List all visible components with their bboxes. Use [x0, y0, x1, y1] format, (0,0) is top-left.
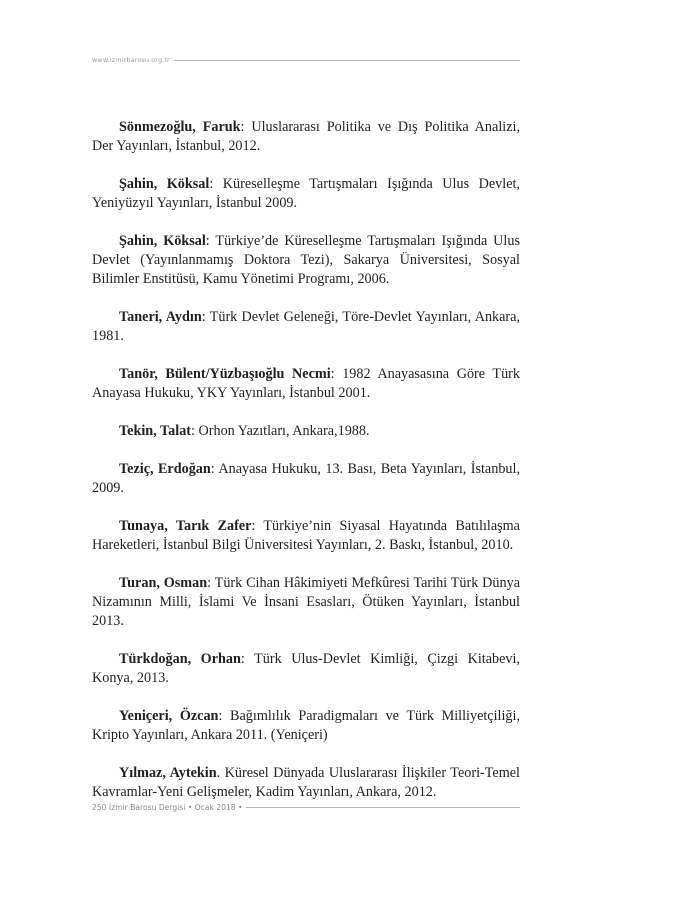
- entry-author: Şahin, Köksal: [119, 233, 206, 249]
- bibliography-entry: [92, 118, 520, 156]
- page-header: [92, 54, 520, 66]
- journal-name: İzmir Barosu Dergisi • Ocak 2018 •: [108, 802, 243, 812]
- entry-author: Tanör, Bülent/Yüzbaşıoğlu Necmi: [119, 366, 331, 383]
- entry-author: Yeniçeri, Özcan: [119, 708, 219, 725]
- bibliography-entry: [92, 365, 520, 403]
- bibliography-entry: [92, 175, 520, 213]
- entry-author: Türkdoğan, Orhan: [119, 651, 241, 668]
- bibliography-entry: [92, 308, 520, 346]
- entry-text: : Türkiye’nin Siyasal Hayatında Batılılaşma Hareketleri, İstanbul Bilgi Üniversitesi Yayınları, 2. Baskı, İstanbul, 2010.: [92, 518, 520, 554]
- footer-rule: [246, 807, 520, 808]
- entry-text: : Orhon Yazıtları, Ankara,1988.: [191, 423, 370, 440]
- entry-text: : Türkiye’de Küreselleşme Tartışmaları Işığında Ulus Devlet (Yayınlanmamış Doktora Tezi), Sakarya Üniversitesi, Sosyal Bilimler Enstitüsü, Kamu Yönetimi Programı, 2006.: [92, 233, 520, 288]
- header-url: www.izmirbarosu.org.tr: [92, 56, 170, 64]
- entry-author: Tunaya, Tarık Zafer: [119, 518, 252, 534]
- bibliography-entry: [92, 650, 520, 688]
- entry-author: Taneri, Aydın: [119, 309, 202, 326]
- page-number: 250: [92, 802, 107, 812]
- bibliography-entry: [92, 232, 520, 290]
- entry-author: Sönmezoğlu, Faruk: [119, 119, 241, 135]
- entry-text: : 1982 Anayasasına Göre Türk Anayasa Hukuku, YKY Yayınları, İstanbul 2001.: [92, 366, 520, 402]
- entry-author: Yılmaz, Aytekin: [119, 765, 217, 782]
- entry-author: Turan, Osman: [119, 575, 208, 591]
- entry-text: : Türk Ulus-Devlet Kimliği, Çizgi Kitabevi, Konya, 2013.: [92, 651, 521, 687]
- bibliography-list: [92, 118, 520, 821]
- footer-text: [92, 803, 242, 812]
- entry-text: : Türk Devlet Geleneği, Töre-Devlet Yayınları, Ankara, 1981.: [92, 309, 521, 345]
- entry-text: : Türk Cihan Hâkimiyeti Mefkûresi Tarihi Türk Dünya Nizamının Milli, İslami Ve İnsani Esasları, Ötüken Yayınları, İstanbul 2013.: [92, 575, 520, 630]
- bibliography-entry: [92, 764, 520, 802]
- page-footer: [92, 801, 520, 813]
- bibliography-entry: [92, 422, 520, 441]
- entry-text: : Küreselleşme Tartışmaları Işığında Ulus Devlet, Yeniyüzyıl Yayınları, İstanbul 2009.: [92, 176, 520, 212]
- bibliography-entry: [92, 707, 520, 745]
- entry-text: : Bağımlılık Paradigmaları ve Türk Milliyetçiliği, Kripto Yayınları, Ankara 2011. (Yeniçeri): [92, 708, 521, 744]
- entry-author: Tekin, Talat: [119, 423, 192, 440]
- bibliography-entry: [92, 517, 520, 555]
- entry-author: Şahin, Köksal: [119, 176, 210, 192]
- bibliography-entry: [92, 574, 520, 632]
- entry-text: : Uluslararası Politika ve Dış Politika Analizi, Der Yayınları, İstanbul, 2012.: [92, 119, 520, 155]
- entry-author: Teziç, Erdoğan: [119, 461, 211, 477]
- entry-text: : Anayasa Hukuku, 13. Bası, Beta Yayınları, İstanbul, 2009.: [92, 461, 520, 497]
- bibliography-entry: [92, 460, 520, 498]
- header-rule: [174, 60, 520, 61]
- entry-text: . Küresel Dünyada Uluslararası İlişkiler Teori-Temel Kavramlar-Yeni Gelişmeler, Kadim Yayınları, Ankara, 2012.: [92, 765, 520, 801]
